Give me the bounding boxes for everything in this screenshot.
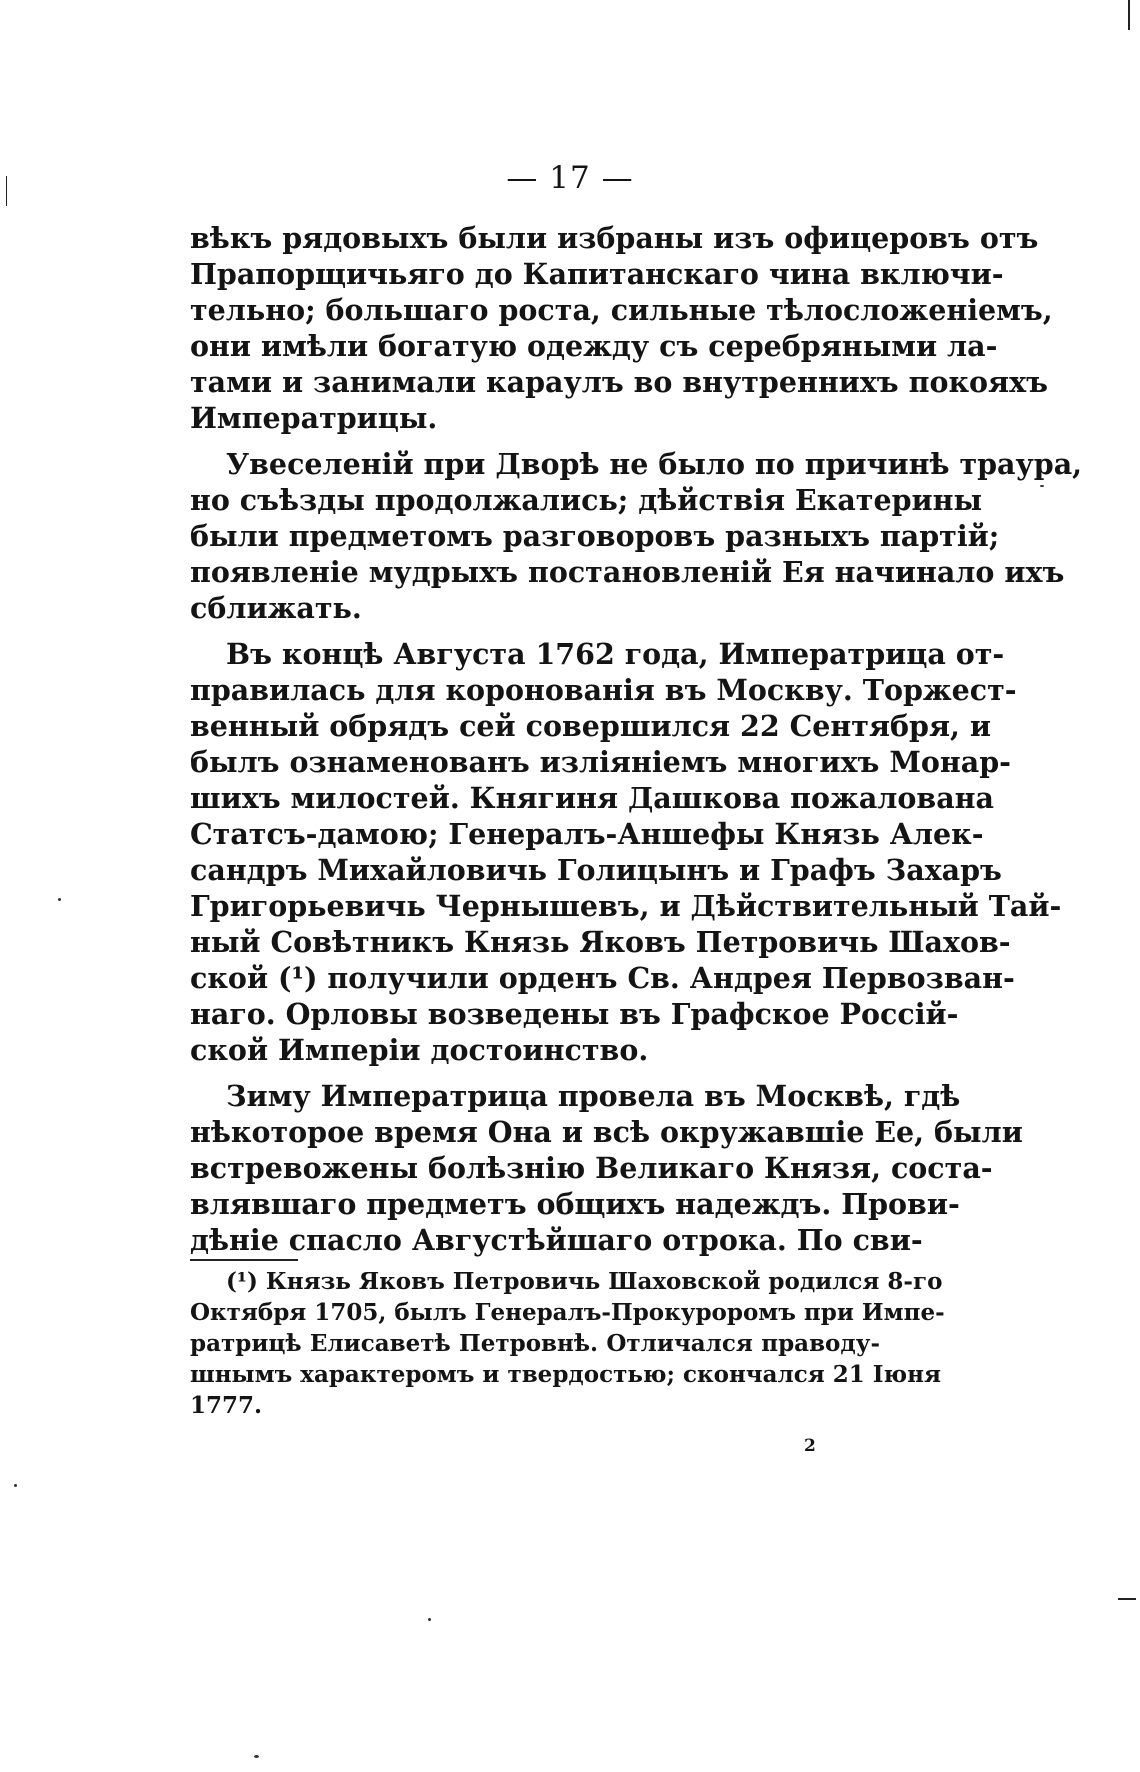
scan-edge-mark-right bbox=[1118, 1598, 1136, 1600]
text-line: сандръ Михайловичь Голицынъ и Графъ Захаръ bbox=[190, 853, 1002, 887]
text-line: нѣкоторое время Она и всѣ окружавшіе Ее, были bbox=[190, 1115, 1023, 1149]
footnote-line: 1777. bbox=[190, 1392, 263, 1419]
paragraph-4 bbox=[190, 1078, 1023, 1258]
text-line: были предметомъ разговоровъ разныхъ партій; bbox=[190, 519, 1000, 553]
footnote-line: шнымъ характеромъ и твердостью; скончался 21 Іюня bbox=[190, 1361, 941, 1388]
text-line: венный обрядъ сей совершился 22 Сентября, и bbox=[190, 709, 991, 743]
text-line: Увеселеній при Дворѣ не было по причинѣ траура, bbox=[226, 447, 1083, 481]
text-line: Статсъ-дамою; Генералъ-Аншефы Князь Алек- bbox=[190, 817, 984, 851]
scan-speck bbox=[58, 898, 61, 901]
text-line: но съѣзды продолжались; дѣйствія Екатерины bbox=[190, 483, 983, 517]
text-line: дѣніе спасло Августѣйшаго отрока. По сви- bbox=[190, 1223, 923, 1257]
text-line: они имѣли богатую одежду съ серебряными ла- bbox=[190, 329, 998, 363]
text-line: Зиму Императрица провела въ Москвѣ, гдѣ bbox=[226, 1079, 961, 1113]
footnote-line: ратрицѣ Елисаветѣ Петровнѣ. Отличался праводу- bbox=[190, 1330, 880, 1357]
body-text bbox=[190, 220, 1083, 1258]
text-line: Григорьевичь Чернышевъ, и Дѣйствительный Тай- bbox=[190, 889, 1062, 923]
footnote-divider bbox=[190, 1259, 298, 1261]
scan-speck bbox=[1040, 485, 1044, 487]
text-line: шихъ милостей. Княгиня Дашкова пожалована bbox=[190, 781, 994, 815]
footnote-line: Октября 1705, былъ Генералъ-Прокуроромъ при Импе- bbox=[190, 1299, 945, 1326]
text-line: сближать. bbox=[190, 591, 362, 625]
text-line: наго. Орловы возведены въ Графское Россій- bbox=[190, 997, 959, 1031]
scan-speck bbox=[254, 1755, 259, 1758]
text-line: Императрицы. bbox=[190, 401, 438, 435]
scan-speck bbox=[14, 1484, 17, 1487]
text-line: тельно; большаго роста, сильные тѣлосложеніемъ, bbox=[190, 293, 1053, 327]
paragraph-1 bbox=[190, 220, 1053, 436]
text-line: влявшаго предметъ общихъ надеждъ. Прови- bbox=[190, 1187, 960, 1221]
signature-mark: 2 bbox=[804, 1436, 816, 1456]
text-line: былъ ознаменованъ изліяніемъ многихъ Монар- bbox=[190, 745, 1011, 779]
text-line: Въ концѣ Августа 1762 года, Императрица от- bbox=[226, 637, 1005, 671]
text-line: появленіе мудрыхъ постановленій Ея начинало ихъ bbox=[190, 555, 1065, 589]
text-line: Прапорщичьяго до Капитанскаго чина включи- bbox=[190, 257, 1004, 291]
footnote-reference-line: ской (¹) получили орденъ Св. Андрея Первозван- bbox=[190, 961, 1015, 995]
text-line: вѣкъ рядовыхъ были избраны изъ офицеровъ отъ bbox=[190, 221, 1039, 255]
text-line: ный Совѣтникъ Князь Яковъ Петровичь Шахов- bbox=[190, 925, 1011, 959]
paragraph-3 bbox=[190, 636, 1062, 1068]
text-line: тами и занимали караулъ во внутреннихъ покояхъ bbox=[190, 365, 1048, 399]
scan-edge-line-right bbox=[1128, 0, 1130, 30]
paragraph-2 bbox=[190, 446, 1083, 626]
footnote-line: (¹) Князь Яковъ Петровичь Шаховской родился 8-го bbox=[226, 1268, 943, 1295]
text-line: встревожены болѣзнію Великаго Князя, соста- bbox=[190, 1151, 993, 1185]
footnote bbox=[190, 1266, 945, 1421]
text-line: правилась для коронованія въ Москву. Торжест- bbox=[190, 673, 1017, 707]
text-line: ской Имперіи достоинство. bbox=[190, 1033, 649, 1067]
scan-speck bbox=[428, 1618, 431, 1621]
page-number: — 17 — bbox=[506, 160, 634, 196]
